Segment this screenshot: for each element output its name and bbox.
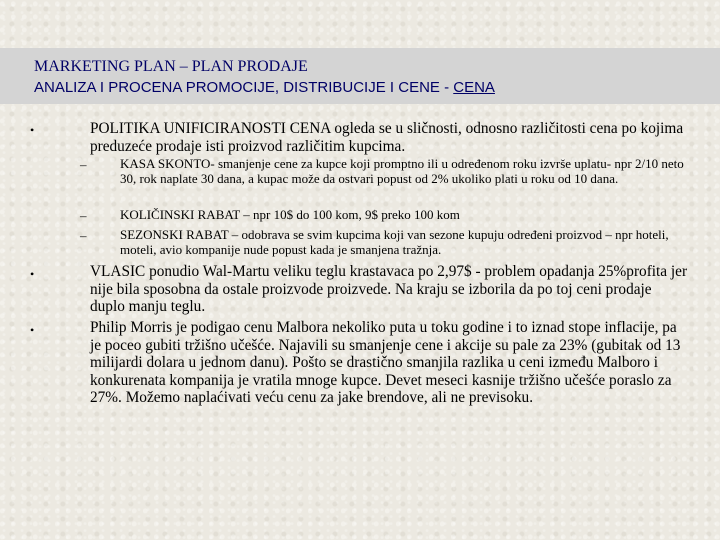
slide-title: MARKETING PLAN – PLAN PRODAJE — [34, 58, 308, 75]
subtitle-text: ANALIZA I PROCENA PROMOCIJE, DISTRIBUCIJE I CENE - — [34, 79, 454, 96]
sub-bullet-marker: – — [80, 157, 87, 172]
sub-bullet-marker: – — [80, 228, 87, 243]
slide-subtitle — [34, 79, 495, 96]
sub-bullet-text-quantity-discount: KOLIČINSKI RABAT – npr 10$ do 100 kom, 9$ preko 100 kom — [120, 207, 460, 222]
bullet-text-pricing-policy: POLITIKA UNIFICIRANOSTI CENA ogleda se u sličnosti, odnosno različitosti cena po kojima preduzeće prodaje isti proizvod različitim kupcima. — [90, 120, 684, 155]
bullet-text-philip-morris: Philip Morris je podigao cenu Malbora nekoliko puta u toku godine i to iznad stope inflacije, pa je poceo gubiti tržišno učešće. Najavili su smanjenje cene i akcije su pale za 23% (gubitak od 13 milijardi dolara u jednom danu). Pošto se drastično smanjila razlika u ceni između Malboro i konkurenata kompanija je vratila mnoge kupce. Devet meseci kasnije tržišno učešće poraslo za 27%. Možemo naplaćivati veću cenu za jake brendove, ali ne previsoku. — [90, 319, 681, 406]
sub-bullet-marker: – — [80, 208, 87, 223]
bullet-text-vlasic: VLASIC ponudio Wal-Martu veliku teglu krastavaca po 2,97$ - problem opadanja 25%profita jer nije bila sposobna da ostale proizvode proizvede. Na kraju se izborila da po toj ceni prodaje duplo manju teglu. — [90, 263, 688, 315]
bullet-marker: • — [30, 267, 35, 281]
sub-bullet-text-seasonal-discount: SEZONSKI RABAT – odobrava se svim kupcima koji van sezone kupuju određeni proizvod – npr hoteli, moteli, avio kompanije nude popust kada je smanjena tražnja. — [120, 227, 669, 257]
bullet-marker: • — [30, 323, 35, 337]
bullet-marker: • — [30, 123, 35, 137]
subtitle-underlined-word: CENA — [453, 79, 495, 96]
sub-bullet-text-cash-discount: KASA SKONTO- smanjenje cene za kupce koji promptno ili u određenom roku izvrše uplatu- npr 2/10 neto 30, rok naplate 30 dana, a kupac može da ostvari popust od 2% ukoliko plati u roku od 10 dana. — [120, 156, 684, 186]
